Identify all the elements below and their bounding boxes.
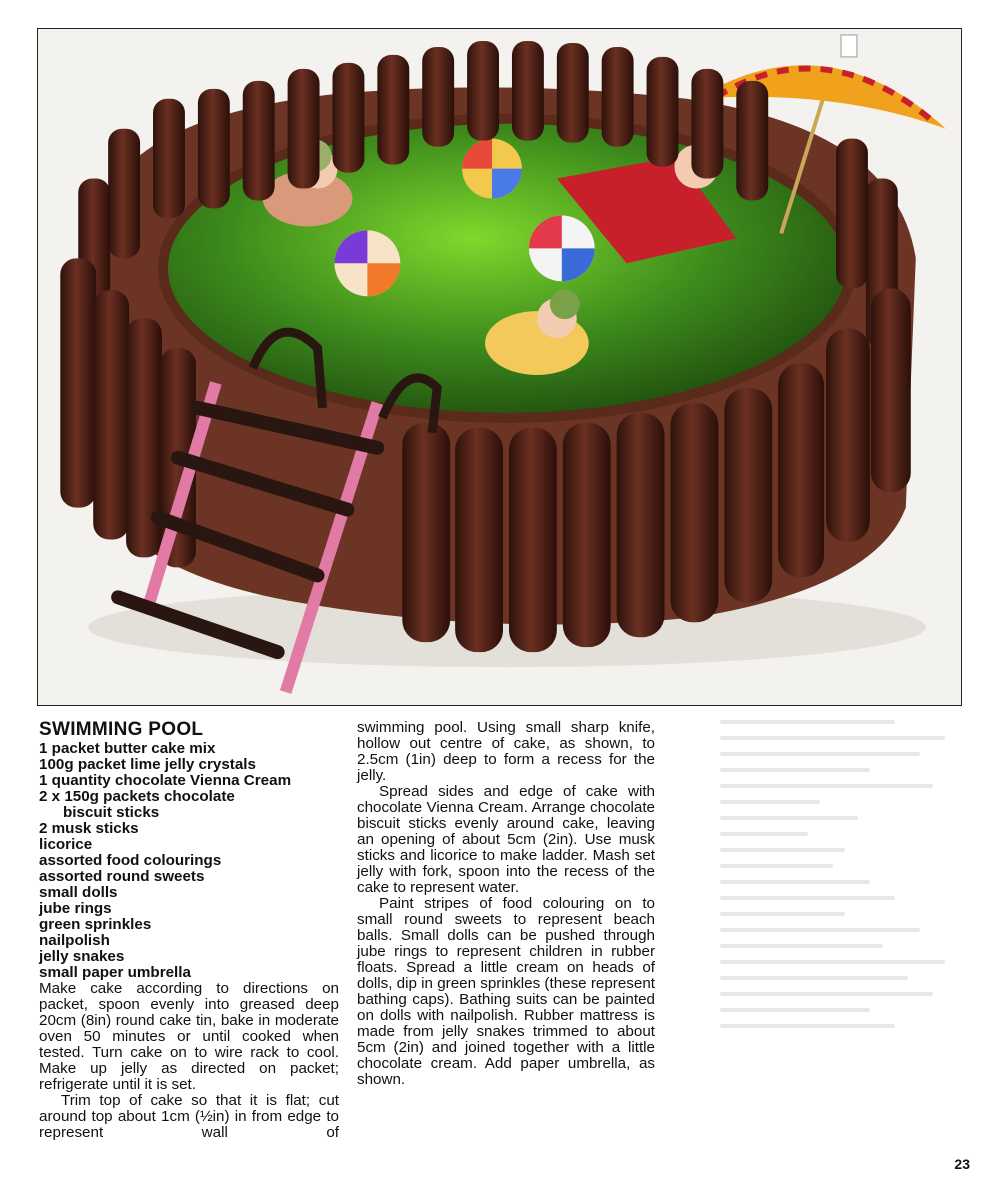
- bleed-through-text: [720, 720, 970, 1140]
- ingredient-item: jelly snakes: [39, 948, 125, 965]
- recipe-column-left: [39, 720, 339, 1141]
- method-paragraph-2-continued: swimming pool. Using small sharp knife, hollow out centre of cake, as shown, to 2.5cm (1in) deep to form a recess for the jelly.: [357, 719, 655, 784]
- ingredient-item: assorted round sweets: [39, 868, 205, 885]
- ingredient-item: 1 quantity chocolate Vienna Cream: [39, 772, 292, 789]
- ingredient-item: green sprinkles: [39, 916, 152, 933]
- ingredient-item: 1 packet butter cake mix: [39, 740, 216, 757]
- recipe-title: SWIMMING POOL: [39, 719, 204, 740]
- ingredient-item: nailpolish: [39, 932, 110, 949]
- ingredients-list: [39, 741, 339, 981]
- cake-photo: [37, 28, 962, 706]
- method-paragraph-3: Spread sides and edge of cake with chocolate Vienna Cream. Arrange chocolate biscuit sticks evenly around cake, leaving an opening of about 5cm (2in). Use musk sticks and licorice to make ladder. Mash set jelly with fork, spoon into the recess of the cake to represent water.: [357, 783, 655, 896]
- ingredient-item: 2 x 150g packets chocolate: [39, 788, 235, 805]
- ingredient-item: 2 musk sticks: [39, 820, 139, 837]
- ingredient-item: 100g packet lime jelly crystals: [39, 756, 256, 773]
- method-paragraph-4: Paint stripes of food colouring on to small round sweets to represent beach balls. Small dolls can be pushed through jube rings to represent children in rubber floats. Spread a little cream on heads of dolls, dip in green sprinkles (these represent bathing caps). Bathing suits can be painted on dolls with nailpolish. Rubber mattress is made from jelly snakes trimmed to about 5cm (2in) and joined together with a little chocolate cream. Add paper umbrella, as shown.: [357, 895, 656, 1088]
- ingredient-item: small paper umbrella: [39, 964, 191, 981]
- method-paragraph-2: Trim top of cake so that it is flat; cut around top about 1cm (½in) in from edge to represent wall of: [39, 1093, 339, 1141]
- ingredient-item: jube rings: [39, 900, 112, 917]
- ingredient-item: small dolls: [39, 884, 118, 901]
- ingredient-item: biscuit sticks: [63, 804, 160, 821]
- swimming-pool-cake-illustration: [38, 29, 961, 705]
- ingredient-item: assorted food colourings: [39, 852, 222, 869]
- ingredient-item: licorice: [39, 836, 93, 853]
- page-number: 23: [954, 1156, 970, 1172]
- method-paragraph-1: Make cake according to directions on packet, spoon evenly into greased deep 20cm (8in) round cake tin, bake in moderate oven 50 minutes or until cooked when tested. Turn cake on to wire rack to cool. Make up jelly as directed on packet; refrigerate until it is set.: [39, 980, 339, 1093]
- recipe-column-right: [357, 720, 655, 1088]
